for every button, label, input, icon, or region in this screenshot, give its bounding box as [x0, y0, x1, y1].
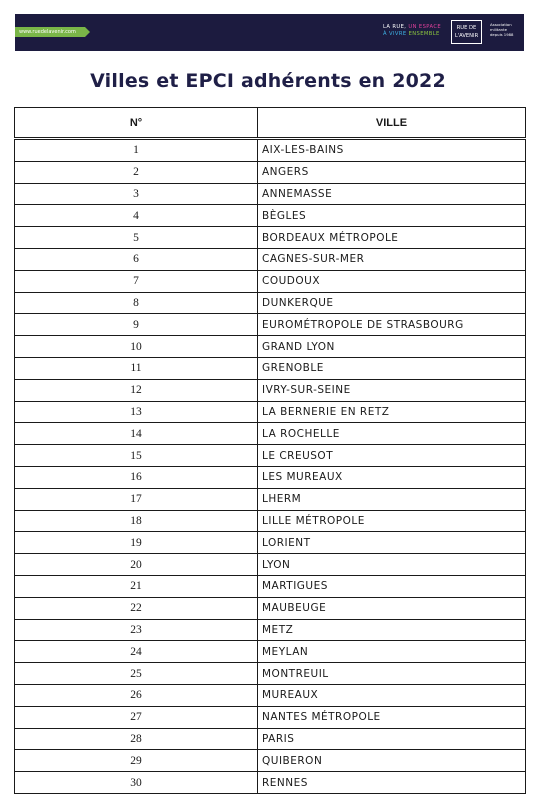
- row-number: 18: [15, 510, 258, 532]
- city-name: BORDEAUX MÉTROPOLE: [258, 227, 526, 249]
- city-name: LHERM: [258, 488, 526, 510]
- slogan-part: LA RUE,: [383, 24, 407, 30]
- row-number: 25: [15, 663, 258, 685]
- city-name: METZ: [258, 619, 526, 641]
- table-row: [15, 336, 526, 358]
- row-number: 11: [15, 357, 258, 379]
- city-name: ANNEMASSE: [258, 183, 526, 205]
- table-row: [15, 270, 526, 292]
- row-number: 15: [15, 445, 258, 467]
- row-number: 14: [15, 423, 258, 445]
- city-name: PARIS: [258, 728, 526, 750]
- row-number: 1: [15, 140, 258, 162]
- city-name: COUDOUX: [258, 270, 526, 292]
- table-row: [15, 292, 526, 314]
- row-number: 5: [15, 227, 258, 249]
- row-number: 12: [15, 379, 258, 401]
- tagline-line: Association: [490, 22, 512, 27]
- row-number: 26: [15, 684, 258, 706]
- table-row: [15, 161, 526, 183]
- association-tagline: [490, 23, 513, 37]
- table-row: [15, 140, 526, 162]
- url-arrow-shape: [85, 27, 90, 37]
- logo-line: RUE DE: [456, 25, 477, 31]
- city-name: LORIENT: [258, 532, 526, 554]
- city-name: LA ROCHELLE: [258, 423, 526, 445]
- column-header-city: VILLE: [258, 108, 526, 138]
- table-row: [15, 423, 526, 445]
- row-number: 22: [15, 597, 258, 619]
- page-title: Villes et EPCI adhérents en 2022: [90, 70, 446, 92]
- table-row: [15, 183, 526, 205]
- city-name: QUIBERON: [258, 750, 526, 772]
- city-name: ANGERS: [258, 161, 526, 183]
- table-row: [15, 619, 526, 641]
- row-number: 3: [15, 183, 258, 205]
- slogan: [383, 24, 441, 38]
- table-row: [15, 728, 526, 750]
- table-row: [15, 750, 526, 772]
- table-row: [15, 532, 526, 554]
- city-name: LE CREUSOT: [258, 445, 526, 467]
- table-row: [15, 510, 526, 532]
- row-number: 2: [15, 161, 258, 183]
- row-number: 24: [15, 641, 258, 663]
- logo-line: L'AVENIR: [454, 33, 479, 39]
- row-number: 17: [15, 488, 258, 510]
- table-row: [15, 379, 526, 401]
- table-row: [15, 401, 526, 423]
- city-name: LILLE MÉTROPOLE: [258, 510, 526, 532]
- table-row: [15, 575, 526, 597]
- table-row: [15, 641, 526, 663]
- city-name: LES MUREAUX: [258, 466, 526, 488]
- table-row: [15, 466, 526, 488]
- table-row: [15, 314, 526, 336]
- row-number: 28: [15, 728, 258, 750]
- table-row: [15, 772, 526, 794]
- table-row: [15, 706, 526, 728]
- city-name: MEYLAN: [258, 641, 526, 663]
- table-row: [15, 357, 526, 379]
- row-number: 20: [15, 554, 258, 576]
- city-name: MARTIGUES: [258, 575, 526, 597]
- row-number: 7: [15, 270, 258, 292]
- slogan-part: UN ESPACE: [408, 24, 442, 30]
- logo: [451, 20, 482, 44]
- city-name: AIX-LES-BAINS: [258, 140, 526, 162]
- city-name: RENNES: [258, 772, 526, 794]
- city-name: MONTREUIL: [258, 663, 526, 685]
- city-name: IVRY-SUR-SEINE: [258, 379, 526, 401]
- city-name: CAGNES-SUR-MER: [258, 248, 526, 270]
- table-row: [15, 205, 526, 227]
- row-number: 30: [15, 772, 258, 794]
- row-number: 21: [15, 575, 258, 597]
- table-row: [15, 554, 526, 576]
- city-name: GRAND LYON: [258, 336, 526, 358]
- row-number: 16: [15, 466, 258, 488]
- city-name: BÈGLES: [258, 205, 526, 227]
- members-table: [14, 107, 526, 794]
- column-header-number: N°: [15, 108, 258, 138]
- table-row: [15, 684, 526, 706]
- header-banner: [15, 14, 524, 51]
- city-name: LA BERNERIE EN RETZ: [258, 401, 526, 423]
- city-name: GRENOBLE: [258, 357, 526, 379]
- website-url[interactable]: www.ruedelavenir.com: [15, 27, 85, 37]
- city-name: MUREAUX: [258, 684, 526, 706]
- row-number: 9: [15, 314, 258, 336]
- table-row: [15, 445, 526, 467]
- row-number: 13: [15, 401, 258, 423]
- row-number: 4: [15, 205, 258, 227]
- tagline-line: depuis 1988: [490, 31, 514, 37]
- city-name: DUNKERQUE: [258, 292, 526, 314]
- slogan-part: ENSEMBLE: [408, 31, 440, 37]
- city-name: NANTES MÉTROPOLE: [258, 706, 526, 728]
- table-row: [15, 227, 526, 249]
- table-row: [15, 663, 526, 685]
- table-header-row: [15, 108, 526, 138]
- city-name: EUROMÉTROPOLE DE STRASBOURG: [258, 314, 526, 336]
- row-number: 6: [15, 248, 258, 270]
- row-number: 10: [15, 336, 258, 358]
- table-row: [15, 488, 526, 510]
- tagline-line: militante: [490, 26, 507, 32]
- row-number: 27: [15, 706, 258, 728]
- table-row: [15, 597, 526, 619]
- row-number: 8: [15, 292, 258, 314]
- slogan-part: À VIVRE: [383, 31, 407, 37]
- row-number: 19: [15, 532, 258, 554]
- row-number: 29: [15, 750, 258, 772]
- table-row: [15, 248, 526, 270]
- row-number: 23: [15, 619, 258, 641]
- city-name: LYON: [258, 554, 526, 576]
- city-name: MAUBEUGE: [258, 597, 526, 619]
